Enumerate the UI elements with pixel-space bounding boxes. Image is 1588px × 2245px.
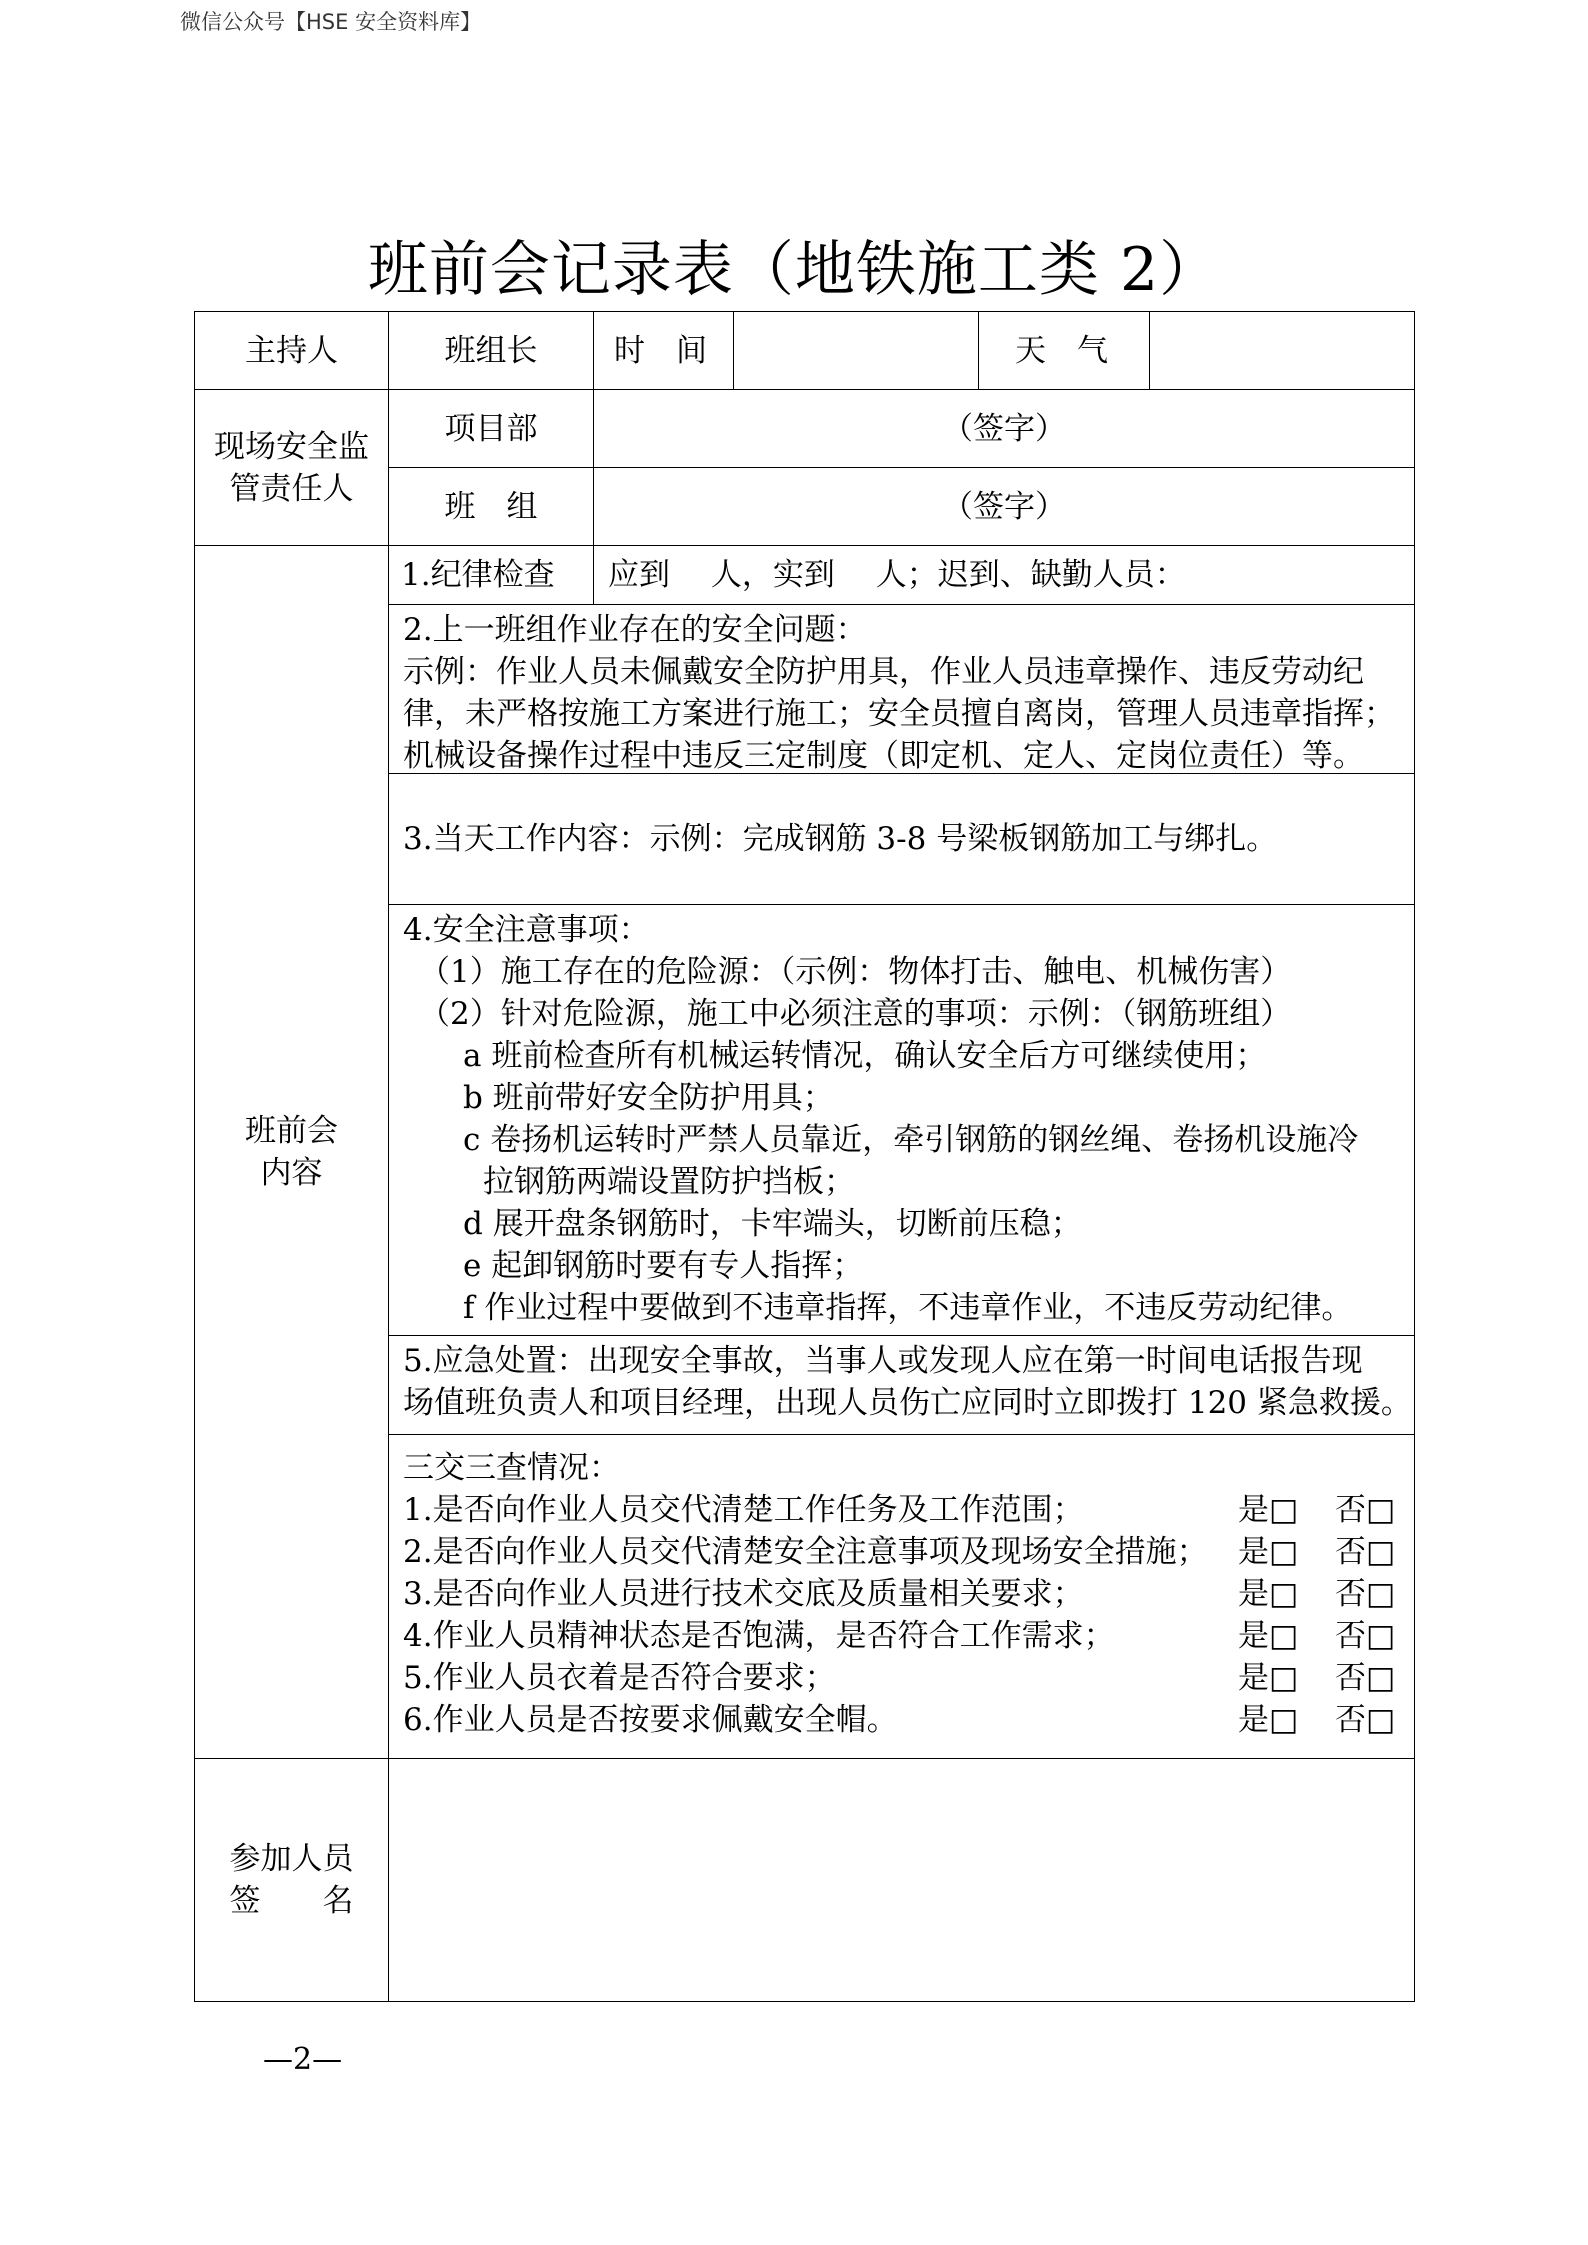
check-yes-checkbox[interactable]: 是□ — [1238, 1702, 1299, 1738]
team-label: 班 组 — [444, 488, 538, 525]
check-question: 6.作业人员是否按要求佩戴安全帽。 — [403, 1702, 898, 1738]
check-yes-checkbox[interactable]: 是□ — [1238, 1660, 1299, 1696]
check-no-checkbox[interactable]: 否□ — [1335, 1534, 1396, 1570]
precaution-item: a 班前检查所有机械运转情况，确认安全后方可继续使用； — [463, 1038, 1267, 1074]
project-dept-label: 项目部 — [444, 410, 538, 447]
page-title: 班前会记录表（地铁施工类 2） — [367, 235, 1221, 305]
today-work-section[interactable] — [388, 773, 1415, 905]
check-yes-checkbox[interactable]: 是□ — [1238, 1492, 1299, 1528]
precaution-item: b 班前带好安全防护用具； — [463, 1080, 834, 1116]
participants-signature-field[interactable] — [388, 1758, 1415, 2002]
emergency-line: 场值班负责人和项目经理，出现人员伤亡应同时立即拨打 120 紧急救援。 — [403, 1385, 1412, 1421]
check-question: 3.是否向作业人员进行技术交底及质量相关要求； — [403, 1576, 1084, 1612]
check-question: 5.作业人员衣着是否符合要求； — [403, 1660, 836, 1696]
safety-notes-section[interactable] — [388, 904, 1415, 1336]
meeting-content-label-cell — [194, 545, 389, 1759]
participants-label-line1: 参加人员 — [229, 1841, 354, 1877]
previous-issues-line: 示例：作业人员未佩戴安全防护用具，作业人员违章操作、违反劳动纪 — [403, 654, 1364, 690]
check-yes-checkbox[interactable]: 是□ — [1238, 1576, 1299, 1612]
check-no-checkbox[interactable]: 否□ — [1335, 1660, 1396, 1696]
precaution-item: c 卷扬机运转时严禁人员靠近，牵引钢筋的钢丝绳、卷扬机设施冷 — [463, 1122, 1359, 1158]
precautions-line: （2）针对危险源，施工中必须注意的事项：示例：（钢筋班组） — [419, 996, 1292, 1032]
discipline-check-value: 应到 人，实到 人；迟到、缺勤人员： — [608, 557, 1186, 593]
header-note: 微信公众号【HSE 安全资料库】 — [180, 10, 482, 34]
check-yes-checkbox[interactable]: 是□ — [1238, 1618, 1299, 1654]
precaution-item: d 展开盘条钢筋时，卡牢端头，切断前压稳； — [463, 1206, 1082, 1242]
time-label: 时 间 — [614, 332, 707, 369]
check-question: 4.作业人员精神状态是否饱满，是否符合工作需求； — [403, 1618, 1115, 1654]
page-number: —2— — [263, 2042, 343, 2077]
supervisor-label-cell — [194, 389, 389, 546]
team-signature-hint: （签字） — [942, 488, 1066, 525]
time-label-cell — [593, 311, 734, 390]
project-dept-signature-hint: （签字） — [942, 410, 1066, 447]
check-row — [403, 1573, 1402, 1615]
weather-label-cell — [978, 311, 1150, 390]
supervisor-label-line1: 现场安全监 — [214, 428, 369, 465]
meeting-content-label-line2: 内容 — [260, 1155, 323, 1191]
check-row — [403, 1489, 1402, 1531]
hazard-sources-line: （1）施工存在的危险源：（示例：物体打击、触电、机械伤害） — [419, 954, 1292, 990]
three-checks-title: 三交三查情况： — [403, 1450, 620, 1486]
check-row — [403, 1699, 1402, 1741]
check-no-checkbox[interactable]: 否□ — [1335, 1492, 1396, 1528]
check-no-checkbox[interactable]: 否□ — [1335, 1618, 1396, 1654]
team-signature-field[interactable] — [593, 467, 1415, 546]
weather-label: 天 气 — [1015, 332, 1108, 369]
safety-notes-title: 4.安全注意事项： — [403, 912, 650, 948]
check-no-checkbox[interactable]: 否□ — [1335, 1702, 1396, 1738]
host-value-cell[interactable] — [388, 311, 594, 390]
check-row — [403, 1531, 1402, 1573]
participants-label-cell — [194, 1758, 389, 2002]
emergency-section[interactable] — [388, 1335, 1415, 1435]
precaution-item-continued: 拉钢筋两端设置防护挡板； — [483, 1164, 855, 1200]
previous-issues-section[interactable] — [388, 604, 1415, 774]
supervisor-label-line2: 管责任人 — [229, 470, 354, 507]
check-yes-checkbox[interactable]: 是□ — [1238, 1534, 1299, 1570]
host-label-cell — [194, 311, 389, 390]
three-checks-section — [388, 1434, 1415, 1759]
time-value-field[interactable] — [733, 311, 979, 390]
participants-label-line2: 签 名 — [229, 1883, 354, 1919]
previous-issues-line: 律，未严格按施工方案进行施工；安全员擅自离岗，管理人员违章指挥； — [403, 696, 1395, 732]
emergency-line: 5.应急处置：出现安全事故，当事人或发现人应在第一时间电话报告现 — [403, 1343, 1363, 1379]
team-label-cell — [388, 467, 594, 546]
meeting-content-label-line1: 班前会 — [245, 1113, 338, 1149]
discipline-check-field[interactable] — [593, 545, 1415, 605]
project-dept-signature-field[interactable] — [593, 389, 1415, 468]
discipline-check-label-cell — [388, 545, 594, 605]
check-question: 2.是否向作业人员交代清楚安全注意事项及现场安全措施； — [403, 1534, 1208, 1570]
precaution-item: e 起卸钢筋时要有专人指挥； — [463, 1248, 864, 1284]
weather-value-field[interactable] — [1149, 311, 1415, 390]
today-work-content: 3.当天工作内容：示例：完成钢筋 3-8 号梁板钢筋加工与绑扎。 — [403, 821, 1278, 857]
host-value: 班组长 — [444, 332, 538, 369]
discipline-check-label: 1.纪律检查 — [401, 557, 555, 593]
host-label: 主持人 — [245, 332, 338, 369]
check-row — [403, 1657, 1402, 1699]
check-no-checkbox[interactable]: 否□ — [1335, 1576, 1396, 1612]
project-dept-label-cell — [388, 389, 594, 468]
precaution-item: f 作业过程中要做到不违章指挥，不违章作业，不违反劳动纪律。 — [463, 1290, 1353, 1326]
check-row — [403, 1615, 1402, 1657]
previous-issues-title: 2.上一班组作业存在的安全问题： — [403, 612, 867, 648]
previous-issues-line: 机械设备操作过程中违反三定制度（即定机、定人、定岗位责任）等。 — [403, 738, 1364, 774]
check-question: 1.是否向作业人员交代清楚工作任务及工作范围； — [403, 1492, 1084, 1528]
